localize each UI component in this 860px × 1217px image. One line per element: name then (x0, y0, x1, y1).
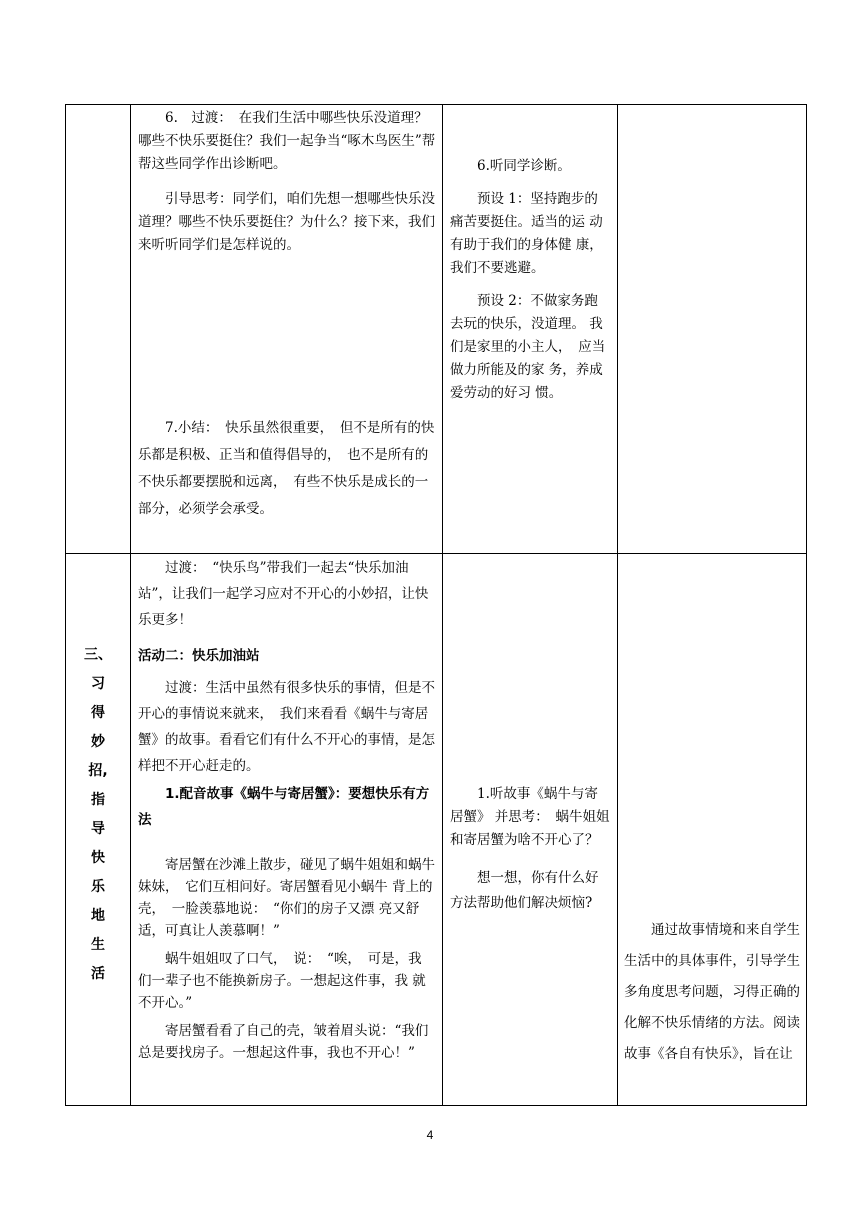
row2-teacher-cell (138, 555, 436, 833)
section-char: 三、 (84, 647, 112, 663)
row-divider (66, 553, 806, 554)
section-label (66, 641, 130, 989)
story-paragraph-2: 蜗牛姐姐叹了口气， 说： “唉， 可是，我 们一辈子也不能换新房子。一想起这件事，我 就不开心。” (138, 951, 426, 1011)
section-char: 乐 (91, 879, 105, 895)
summary-7: 7.小结： 快乐虽然很重要， 但不是所有的快乐都是积极、正当和值得倡导的， 也不是所有的不快乐都要摆脱和远离， 有些不快乐是成长的一部分，必须学会承受。 (138, 420, 435, 517)
section-char: 妙 (91, 734, 105, 750)
story-paragraph-3: 寄居蟹看看了自己的壳，皱着眉头说：“我们总是要找房子。一想起这件事，我也不开心！” (138, 1023, 429, 1061)
row1-summary-cell (138, 415, 436, 523)
row2-story-cell (138, 854, 436, 1064)
transition-fuel-station: 过渡： “快乐鸟”带我们一起去“快乐加油站”，让我们一起学习应对不开心的小妙招，让快乐更多！ (138, 560, 429, 628)
preset-1: 预设 1：坚持跑步的 痛苦要挺住。适当的运 动有助于我们的身体健 康，我们不要逃避。 (450, 191, 603, 276)
section-char: 生 (91, 937, 105, 953)
lesson-table (65, 104, 807, 1106)
student-think: 想一想，你有什么好方法帮助他们解决烦恼? (450, 870, 599, 911)
student-activity-story: 1.听故事《蜗牛与寄居蟹》 并思考： 蜗牛姐姐和寄居蟹为啥不开心了？ (450, 786, 610, 848)
section-char: 活 (91, 966, 105, 982)
row1-student-cell (450, 155, 610, 405)
transition-story: 过渡：生活中虽然有很多快乐的事情，但是不开心的事情说来就来， 我们来看看《蜗牛与寄居蟹》的故事。看看它们有什么不开心的事情，是怎样把不开心赶走的。 (138, 680, 435, 774)
section-char: 招, (88, 763, 108, 779)
story-title: 1.配音故事《蜗牛与寄居蟹》：要想快乐有方法 (138, 786, 430, 828)
design-intent: 通过故事情境和来自学生生活中的具体事件，引导学生多角度思考问题，习得正确的化解不快乐情绪的方法。阅读故事《各自有快乐》，旨在让 (624, 922, 800, 1062)
section-char: 导 (91, 821, 105, 837)
activity-title: 活动二：快乐加油站 (138, 648, 260, 664)
row2-student-cell (450, 783, 610, 916)
transition-6: 6. 过渡： 在我们生活中哪些快乐没道理？哪些不快乐要挺住？我们一起争当“啄木鸟医生”帮帮这些同学作出诊断吧。 (138, 110, 436, 172)
row1-teacher-cell (138, 107, 436, 257)
section-char: 快 (91, 850, 105, 866)
column-divider (617, 105, 618, 1105)
preset-2: 预设 2：不做家务跑 去玩的快乐，没道理。 我们是家里的小主人， 应当做力所能及的家 务，养成爱劳动的好习 惯。 (450, 293, 606, 401)
section-char: 地 (91, 908, 105, 924)
section-char: 得 (91, 705, 105, 721)
section-char: 指 (91, 792, 105, 808)
student-activity-6: 6.听同学诊断。 (477, 158, 571, 174)
row2-intent-cell (624, 915, 800, 1070)
column-divider (130, 105, 131, 1105)
column-divider (442, 105, 443, 1105)
page-number: 4 (426, 1128, 434, 1142)
section-char: 习 (91, 676, 105, 692)
guide-thinking: 引导思考：同学们，咱们先想一想哪些快乐没道理？哪些不快乐要挺住？为什么？接下来，我们来听听同学们是怎样说的。 (138, 191, 435, 253)
story-paragraph-1: 寄居蟹在沙滩上散步，碰见了蜗牛姐姐和蜗牛妹妹， 它们互相问好。寄居蟹看见小蜗牛 背上的壳， 一脸羡慕地说： “你们的房子又漂 亮又舒适，可真让人羡慕啊！” (138, 857, 435, 939)
